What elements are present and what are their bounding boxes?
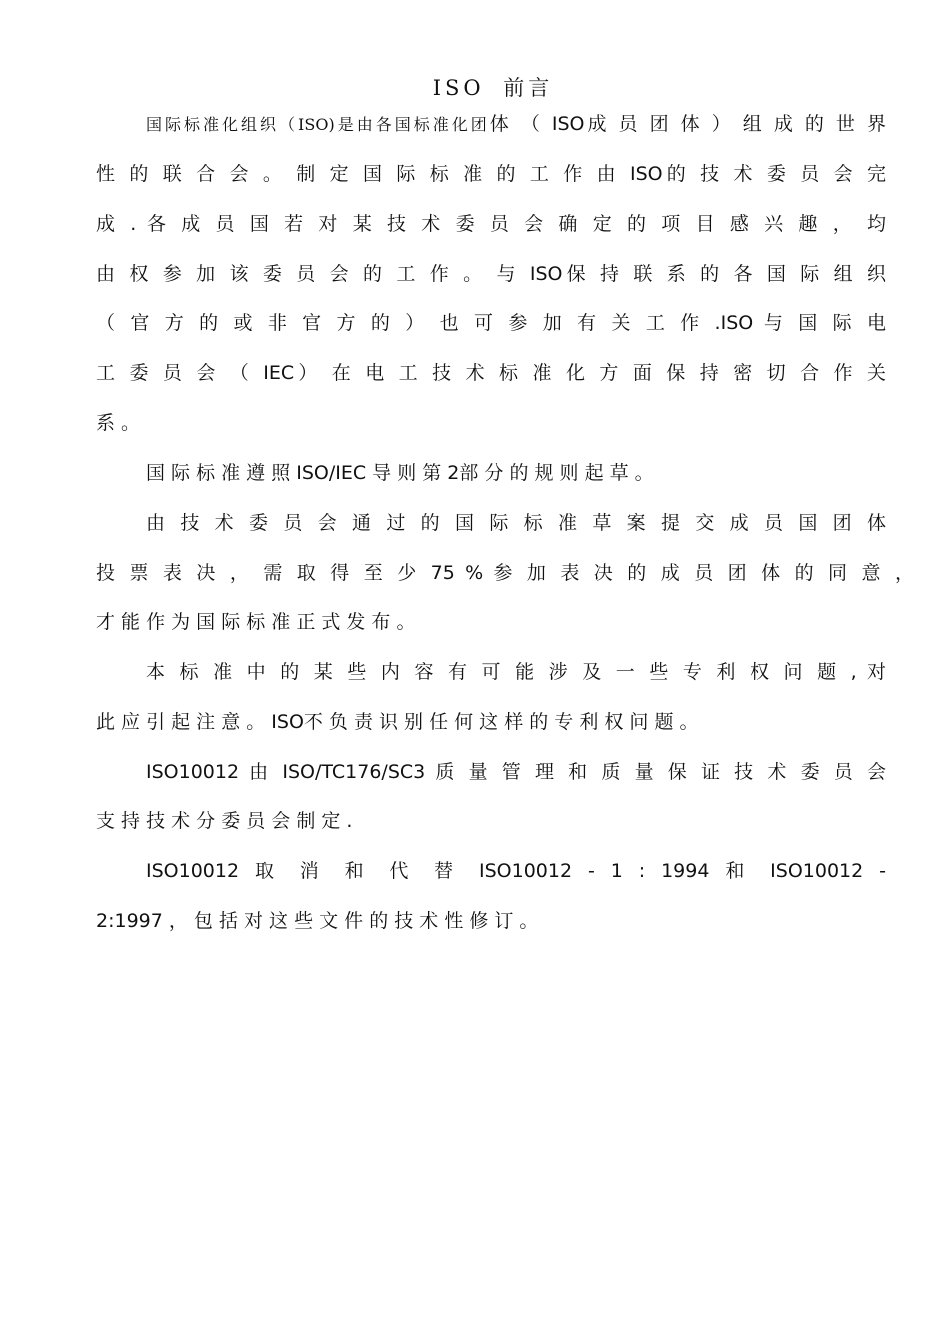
line-sans-segment: 体 （ ISO成 员 团 体 ） 组 成 的 世 界 xyxy=(489,113,886,135)
paragraph-line: （ 官 方 的 或 非 官 方 的 ） 也 可 参 加 有 关 工 作 .ISO 与 国 际 电 xyxy=(96,312,886,334)
paragraph-line: 国 际 标 准 遵 照 ISO/IEC 导 则 第 2部 分 的 规 则 起 草 。 xyxy=(146,462,654,484)
paragraph-line: ISO10012 由 ISO/TC176/SC3 质 量 管 理 和 质 量 保 证 技 术 委 员 会 xyxy=(146,761,886,783)
paragraph-line: 性 的 联 合 会 。 制 定 国 际 标 准 的 工 作 由 ISO的 技 术 委 员 会 完 xyxy=(96,163,886,185)
paragraph-line: 工 委 员 会 （ IEC） 在 电 工 技 术 标 准 化 方 面 保 持 密 切 合 作 关 xyxy=(96,362,886,384)
paragraph-line: 此 应 引 起 注 意 。 ISO不 负 责 识 别 任 何 这 样 的 专 利 权 问 题 。 xyxy=(96,711,699,733)
paragraph-line: 系 。 xyxy=(96,412,141,434)
paragraph-line: 才 能 作 为 国 际 标 准 正 式 发 布 。 xyxy=(96,611,416,633)
paragraph-line: 本 标 准 中 的 某 些 内 容 有 可 能 涉 及 一 些 专 利 权 问 题 , 对 xyxy=(146,661,886,683)
paragraph-line: 成 . 各 成 员 国 若 对 某 技 术 委 员 会 确 定 的 项 目 感 兴 趣 ， 均 xyxy=(96,213,886,235)
paragraph-line xyxy=(146,111,886,137)
paragraph-line: 由 技 术 委 员 会 通 过 的 国 际 标 准 草 案 提 交 成 员 国 团 体 xyxy=(146,512,886,534)
paragraph-line: ISO10012 取 消 和 代 替 ISO10012 - 1 : 1994 和 ISO10012 - xyxy=(146,860,886,882)
paragraph-line: 投 票 表 决 ， 需 取 得 至 少 75 % 参 加 表 决 的 成 员 团 体 的 同 意 ， xyxy=(96,562,914,584)
line-serif-segment: 国际标准化组织（ISO)是由各国标准化团 xyxy=(146,115,490,134)
paragraph-line: 支 持 技 术 分 委 员 会 制 定 . xyxy=(96,810,353,832)
paragraph-line: 由 权 参 加 该 委 员 会 的 工 作 。 与 ISO保 持 联 系 的 各 国 际 组 织 xyxy=(96,263,886,285)
document-title: ISO 前言 xyxy=(432,76,554,100)
paragraph-line: 2:1997 ， 包 括 对 这 些 文 件 的 技 术 性 修 订 。 xyxy=(96,910,539,932)
